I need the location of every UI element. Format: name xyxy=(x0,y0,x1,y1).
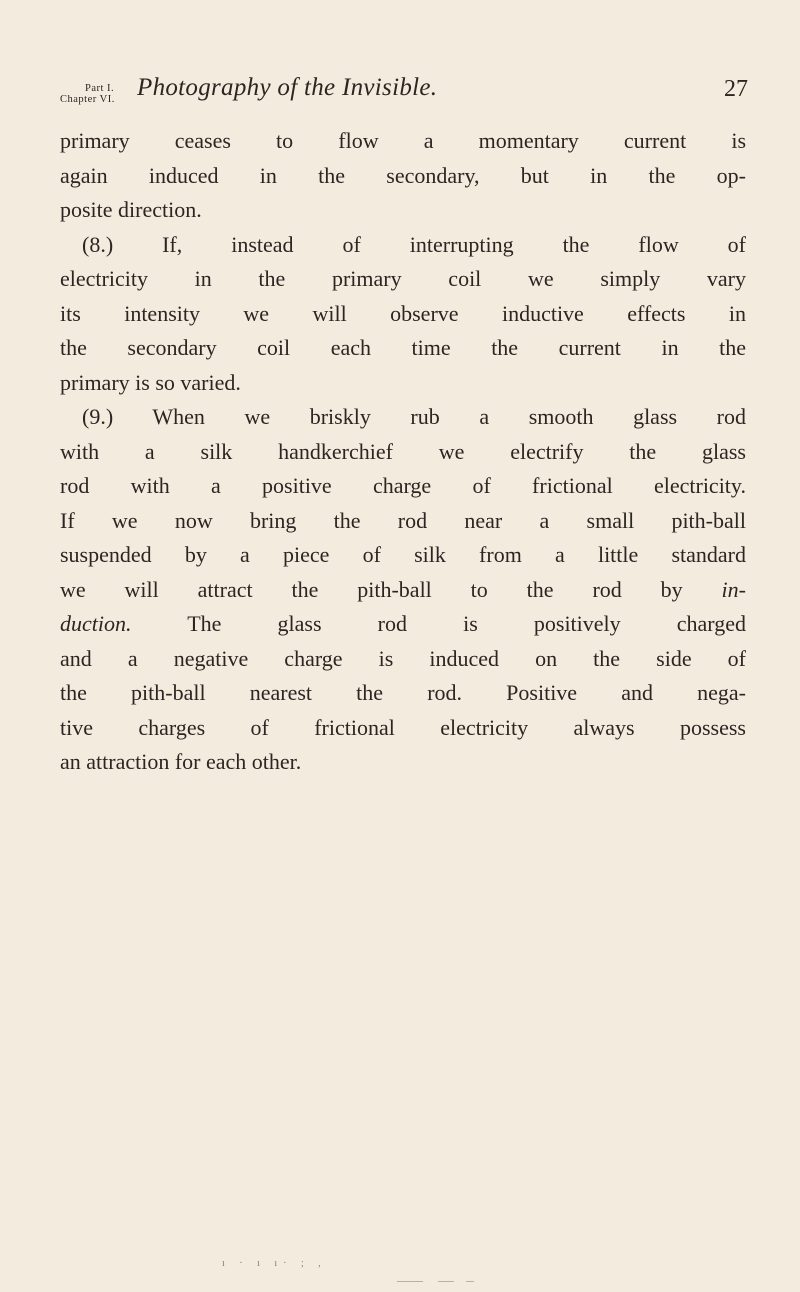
text-segment: The glass rod is positively charged xyxy=(187,611,746,636)
text-line: its intensity we will observe inductive effects in xyxy=(60,300,746,326)
chapter-label: Chapter VI. xyxy=(60,94,115,105)
text-line: again induced in the secondary, but in the op- xyxy=(60,162,746,188)
running-title: Photography of the Invisible. xyxy=(137,74,438,101)
paragraph-continuation xyxy=(60,124,746,228)
text-line: the secondary coil each time the current in the xyxy=(60,335,746,360)
part-label: Part I. xyxy=(85,83,115,94)
text-line: electricity in the primary coil we simply vary xyxy=(60,266,746,291)
text-line: an attraction for each other. xyxy=(60,749,302,774)
footer-marks: ı · ı ı· ; , xyxy=(222,1258,327,1269)
italic-term: in- xyxy=(721,576,746,602)
footer-rule xyxy=(438,1281,454,1282)
text-line: primary is so varied. xyxy=(60,369,241,395)
text-line: tive charges of frictional electricity always possess xyxy=(60,714,746,740)
text-line: primary ceases to flow a momentary current is xyxy=(60,128,746,153)
text-line: the pith-ball nearest the rod. Positive and nega- xyxy=(60,680,746,705)
text-line: suspended by a piece of silk from a little standard xyxy=(60,542,746,567)
footer-rule xyxy=(397,1281,423,1282)
text-line: posite direction. xyxy=(60,197,202,222)
text-line: and a negative charge is induced on the side of xyxy=(60,645,746,671)
part-chapter-label xyxy=(60,80,130,110)
text-line: If we now bring the rod near a small pith-ball xyxy=(60,507,746,533)
text-segment: we will attract the pith-ball to the rod by xyxy=(60,576,683,602)
text-line: (9.) When we briskly rub a smooth glass rod xyxy=(82,404,746,429)
footer-rule xyxy=(466,1281,474,1282)
page-number: 27 xyxy=(724,76,748,102)
running-header xyxy=(60,74,750,114)
body-text xyxy=(60,124,746,780)
text-line: (8.) If, instead of interrupting the flow of xyxy=(82,231,746,257)
paragraph-8 xyxy=(60,228,746,401)
text-line xyxy=(60,607,746,642)
italic-term: duction. xyxy=(60,611,132,636)
text-line: with a silk handkerchief we electrify the glass xyxy=(60,438,746,464)
text-line xyxy=(60,573,746,608)
paragraph-9 xyxy=(60,400,746,780)
text-line: rod with a positive charge of frictional electricity. xyxy=(60,473,746,498)
